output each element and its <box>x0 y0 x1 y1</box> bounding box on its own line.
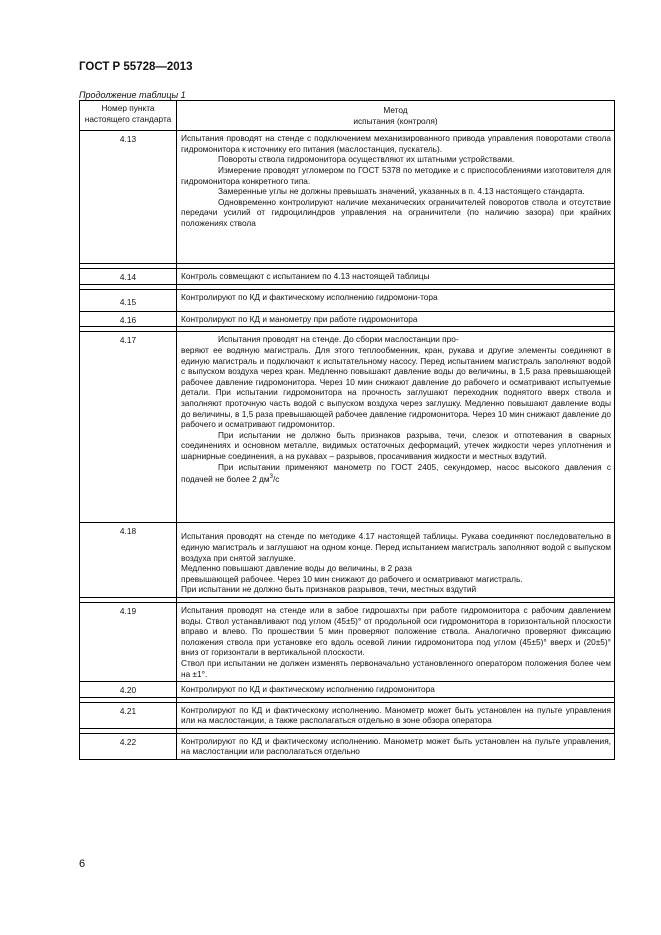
paragraph: Медленно повышают давление воды до величины, в 2 раза <box>181 563 413 574</box>
item-number: 4.17 <box>80 332 177 523</box>
paragraph: Измерение проводят угломером по ГОСТ 5378 по методике и с приспособлениями изготовителя для гидромонитора конкретного типа. <box>181 164 611 186</box>
paragraph: веряют ее водяную магистраль. Для этого теплообменник, кран, рукава и другие элементы соединяют в единую магистраль и подключают к испытательному насосу. Перед испытанием магистраль заполняют водой с выпуском воздуха через кран. Медленно повышают давление воды до величины, в 1,5 раза превышающей рабочее давление гидромонитора. Через 10 мин снижают давление до рабочего и осматривают испытуемые детали. При испытании гидромонитора на прочность заглушают переходник поднятого вверх ствола и заполняют проточную часть водой с выпуском воздуха через заглушку. Медленно повышают давление воды до величины, в 1,5 раза превышающей рабочее давление гидромонитора. Через 10 мин снижают давление до рабочего и осматривают гидромонитор. <box>181 344 611 430</box>
paragraph: При испытании не должно быть признаков разрыва, течи, слезок и отпотевания в сварных соединениях и основном металле, видимых остаточных деформаций, утечек жидкости через уплотнения и шарнирные соединения, а на рукавах – разрывов, просачивания жидкости и местных вздутий. <box>181 429 611 461</box>
table-row <box>80 702 615 728</box>
paragraph: Контролируют по КД и фактическому исполнению гидромонитора <box>181 684 435 695</box>
paragraph: Контролируют по КД и фактическому исполнению. Манометр может быть установлен на пульте управления или на маслостанции, а также располагаться отдельно в зоне обзора оператора <box>181 704 611 726</box>
method-text <box>177 269 615 285</box>
column-header-method-line1: Метод <box>383 105 408 115</box>
paragraph <box>181 462 611 485</box>
paragraph: При испытании не должно быть признаков разрывов, течи, местных вздутий <box>181 584 477 595</box>
column-header-item-number: Номер пункта настоящего стандарта <box>80 101 177 131</box>
table-row <box>80 289 615 311</box>
paragraph-text: При испытании применяют манометр по ГОСТ 2405, секундомер, насос высокого давления с подачей не более 2 дм <box>181 461 611 484</box>
paragraph: Испытания проводят на стенде или в забое гидрошахты при работе гидромонитора с рабочим давлением воды. Ствол устанавливают под углом (45±5)° от продольной оси гидромонитора в горизонтальной плоскости вправо и влево. По прошествии 5 мин проверяют положение ствола. Аналогично проверяют фиксацию положения ствола при установке его вдоль осевой линии гидромонитора под углом (45±5)° вверх и (20±5)° вниз от горизонтали в вертикальной плоскости. <box>181 604 611 658</box>
paragraph: Контролируют по КД и фактическому исполнению. Манометр может быть установлен на пульте управления, на маслостанции или располагаться отдельно <box>181 735 611 757</box>
paragraph: превышающей рабочее. Через 10 мин снижают до рабочего и осматривают магистраль. <box>181 573 523 584</box>
superscript: 3 <box>269 474 273 481</box>
table-caption: Продолжение таблицы 1 <box>79 90 186 100</box>
table-row <box>80 602 615 681</box>
item-number: 4.21 <box>80 702 177 728</box>
table-row <box>80 523 615 598</box>
table-row <box>80 733 615 759</box>
item-number: 4.18 <box>80 523 177 598</box>
paragraph: Контролируют по КД и манометру при работе гидромонитора <box>181 313 418 324</box>
paragraph: Повороты ствола гидромонитора осуществляют их штатными устройствами. <box>218 154 515 165</box>
column-header-method <box>177 101 615 131</box>
paragraph: Испытания проводят на стенде по методике 4.17 настоящей таблицы. Рукава соединяют последовательно в единую магистраль и заглушают на одном конце. Перед испытанием магистраль заполняют водой с выпуском воздуха при снятой заглушке. <box>181 531 611 563</box>
method-text <box>177 289 615 311</box>
method-text <box>177 332 615 523</box>
table-row <box>80 682 615 698</box>
method-text <box>177 602 615 681</box>
paragraph: Контроль совмещают с испытанием по 4.13 настоящей таблицы <box>181 271 430 282</box>
table-header-row <box>80 101 615 131</box>
item-number: 4.14 <box>80 269 177 285</box>
column-header-method-line2: испытания (контроля) <box>353 115 438 126</box>
table-row <box>80 311 615 327</box>
paragraph: Контролируют по КД и фактическому исполнению гидромони-тора <box>181 291 438 302</box>
test-methods-table <box>79 100 615 760</box>
method-text <box>177 682 615 698</box>
paragraph: Ствол при испытании не должен изменять первоначально установленного оператором положения более чем на ±1°. <box>181 657 611 679</box>
method-text <box>177 311 615 327</box>
method-text <box>177 523 615 598</box>
paragraph: Одновременно контролируют наличие механических ограничителей поворотов ствола и отсутствие передачи усилий от гидроцилиндров управления на ограничители (по наличию зазора) при крайних положениях ствола <box>181 196 611 228</box>
item-number: 4.13 <box>80 131 177 264</box>
item-number: 4.22 <box>80 733 177 759</box>
item-number: 4.15 <box>80 289 177 311</box>
paragraph: Испытания проводят на стенде. До сборки маслостанции про- <box>218 334 459 345</box>
method-text <box>177 131 615 264</box>
item-number: 4.16 <box>80 311 177 327</box>
paragraph: Замеренные углы не должны превышать значений, указанных в п. 4.13 настоящего стандарта. <box>218 186 585 197</box>
page-number: 6 <box>79 858 86 870</box>
paragraph-text: /с <box>272 473 280 484</box>
item-number: 4.20 <box>80 682 177 698</box>
paragraph: Испытания проводят на стенде с подключением механизированного привода управления поворотами ствола гидромонитора к источнику его питания (маслостанция, пускатель). <box>181 133 611 154</box>
table-row <box>80 269 615 285</box>
document-code: ГОСТ Р 55728—2013 <box>79 61 193 73</box>
item-number: 4.19 <box>80 602 177 681</box>
table-row <box>80 131 615 264</box>
table-row <box>80 332 615 523</box>
method-text <box>177 702 615 728</box>
method-text <box>177 733 615 759</box>
